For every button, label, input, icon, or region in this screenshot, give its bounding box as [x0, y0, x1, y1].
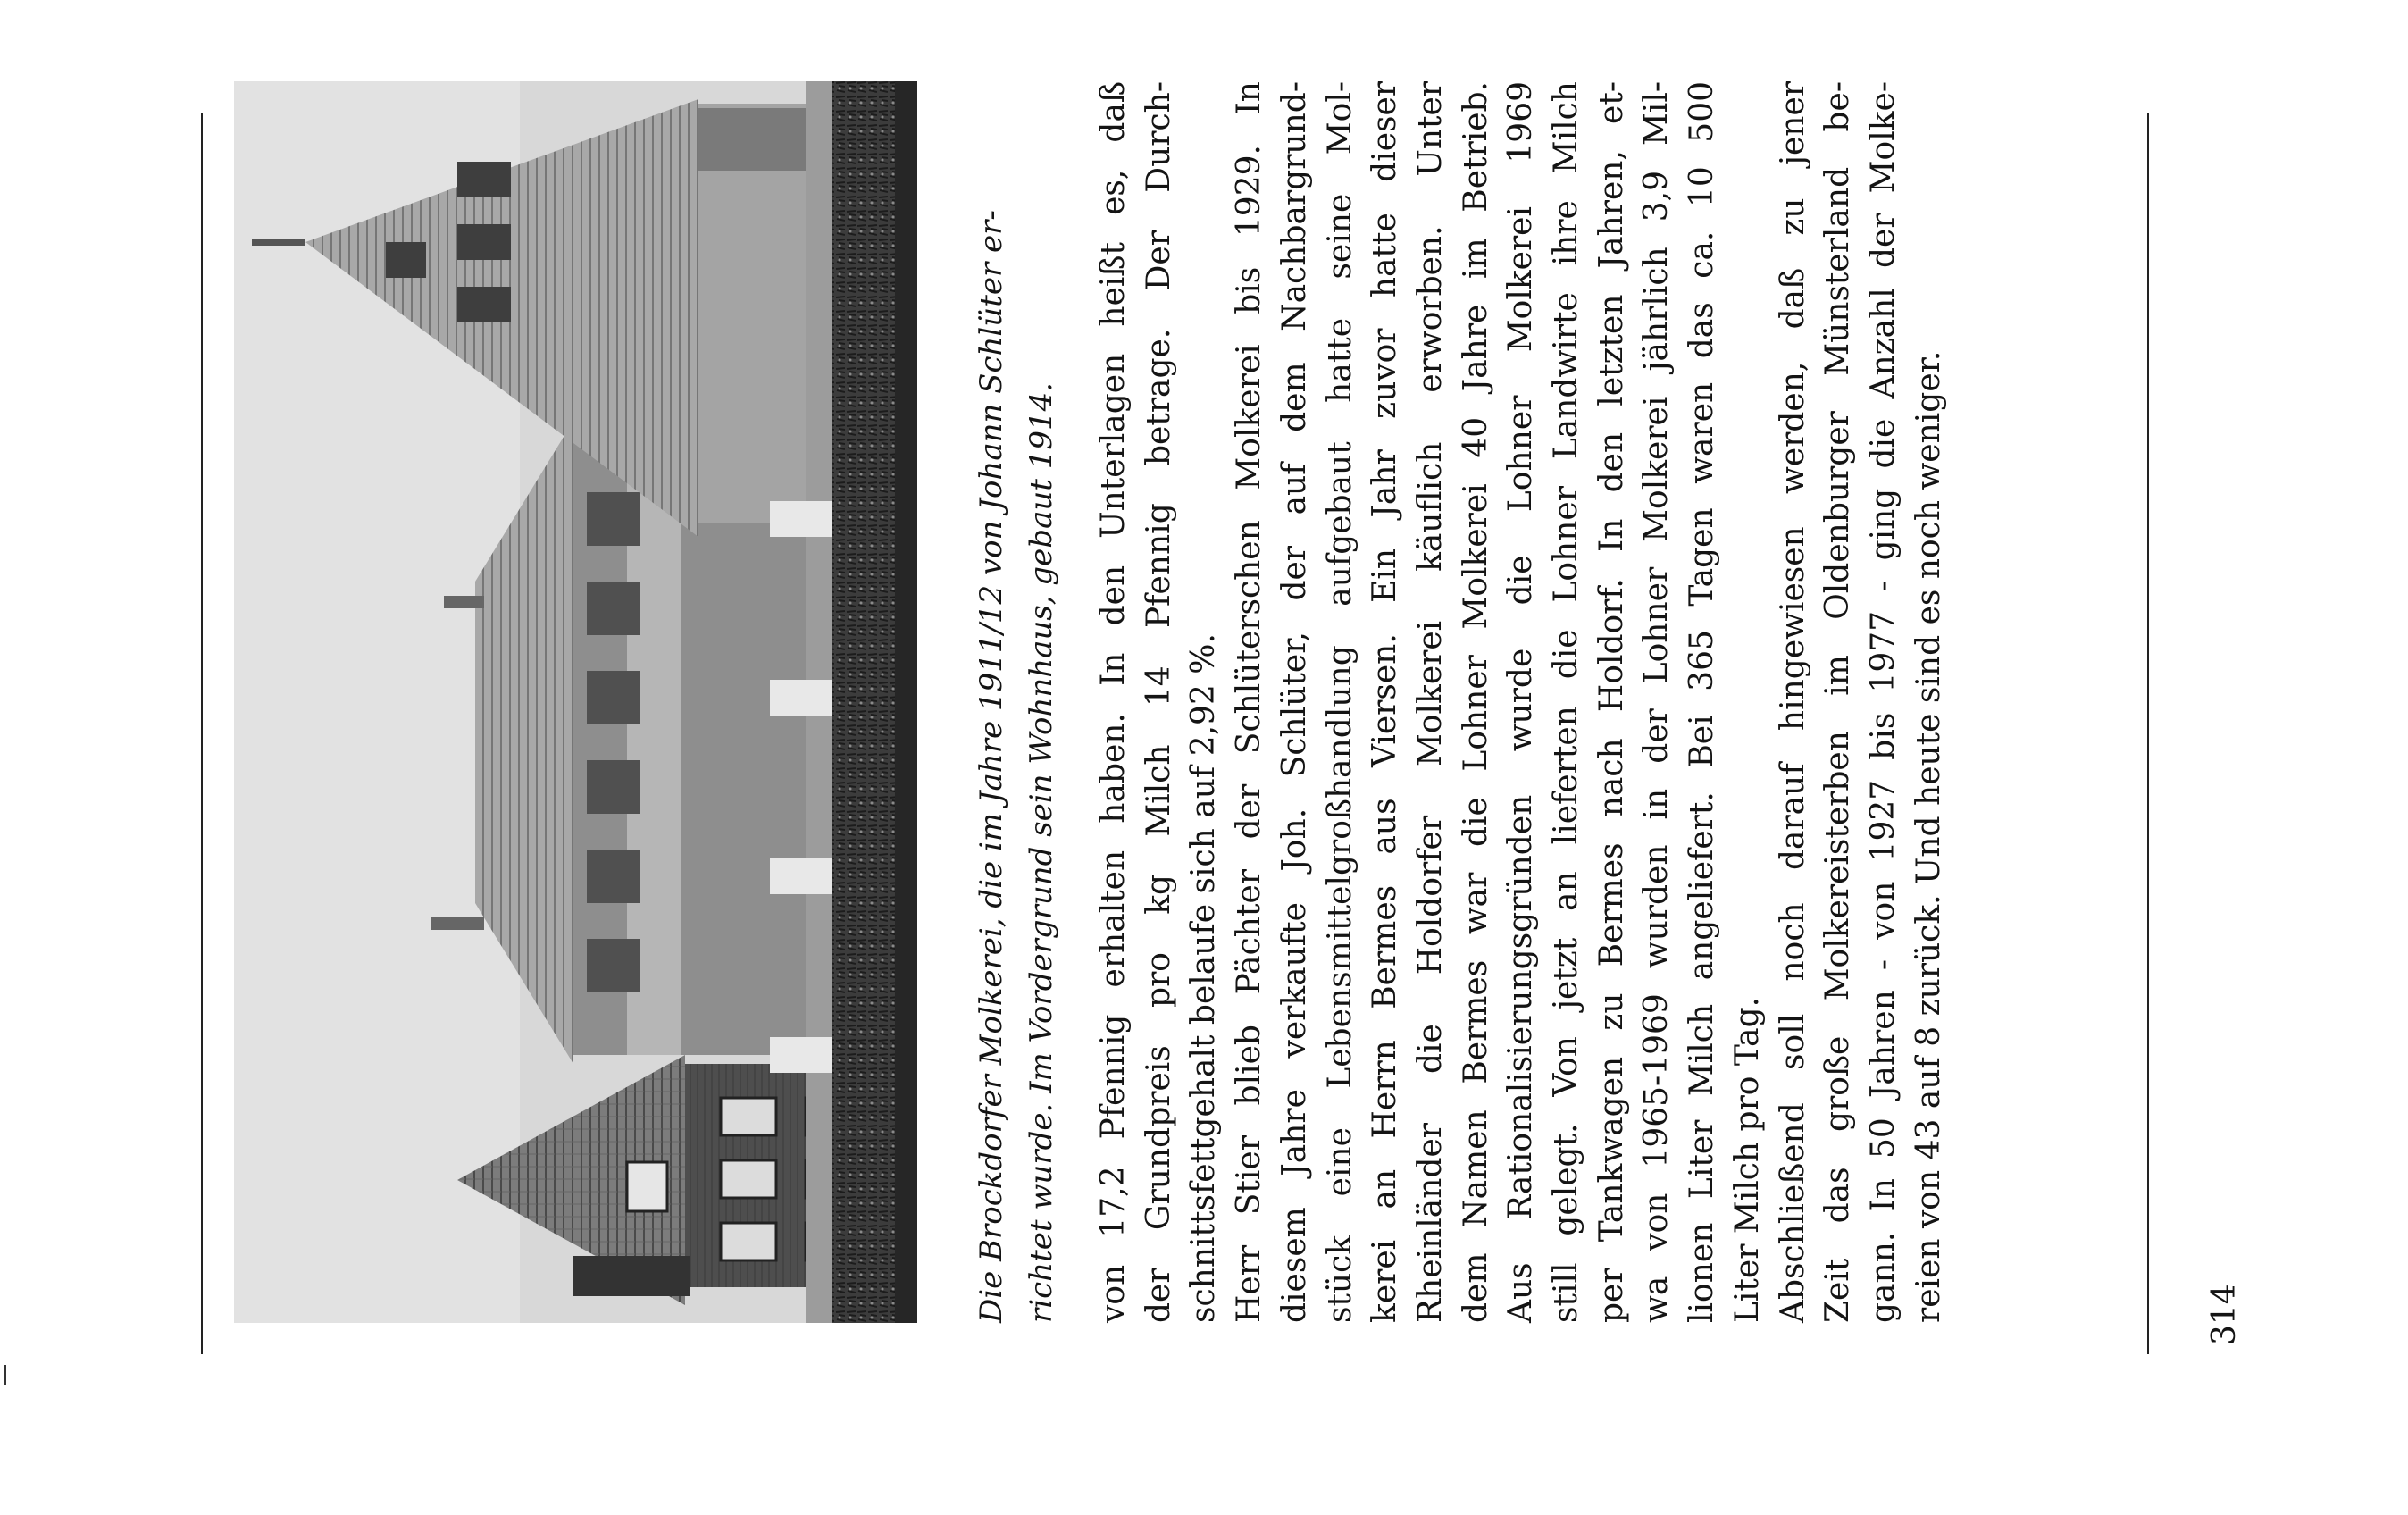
text-line: schnittsfettgehalt belaufe sich auf 2,92 %. — [1185, 633, 1223, 1323]
photo-caption — [966, 81, 1066, 1323]
text-line: gann. In 50 Jahren - von 1927 bis 1977 - ging die Anzahl der Molke- — [1864, 81, 1902, 1323]
text-line: per Tankwagen zu Bermes nach Holdorf. In den letzten Jahren, et- — [1593, 81, 1630, 1323]
text-line: von 17,2 Pfennig erhalten haben. In den Unterlagen heißt es, daß — [1095, 81, 1132, 1323]
scan-margin-mark — [4, 1365, 6, 1385]
text-line: Zeit das große Molkereisterben im Oldenburger Münsterland be- — [1819, 81, 1857, 1323]
text-line: kerei an Herrn Bermes aus Viersen. Ein Jahr zuvor hatte dieser — [1367, 81, 1404, 1323]
text-line: der Grundpreis pro kg Milch 14 Pfennig betrage. Der Durch- — [1140, 81, 1177, 1323]
caption-line-2: richtet wurde. Im Vordergrund sein Wohnhaus, gebaut 1914. — [1024, 381, 1059, 1323]
top-rule — [201, 113, 203, 1354]
text-line: dem Namen Bermes war die Lohner Molkerei 40 Jahre im Betrieb. — [1457, 81, 1494, 1323]
text-line: still gelegt. Von jetzt an lieferten die Lohner Landwirte ihre Milch — [1548, 81, 1585, 1323]
text-line: lionen Liter Milch angeliefert. Bei 365 Tagen waren das ca. 10 500 — [1684, 81, 1721, 1323]
bottom-rule — [2147, 113, 2149, 1354]
dairy-photograph — [234, 81, 917, 1323]
text-line: Aus Rationalisierungsgründen wurde die Lohner Molkerei 1969 — [1502, 81, 1540, 1323]
text-line: reien von 43 auf 8 zurück. Und heute sind es noch weniger. — [1910, 350, 1947, 1323]
text-line: Liter Milch pro Tag. — [1728, 996, 1766, 1323]
text-line: Abschließend soll noch darauf hingewiesen werden, daß zu jener — [1774, 81, 1811, 1323]
caption-line-1: Die Brockdorfer Molkerei, die im Jahre 1911/12 von Johann Schlüter er- — [974, 210, 1009, 1323]
page-number: 314 — [2206, 1284, 2243, 1345]
text-line: Rheinländer die Holdorfer Molkerei käuflich erworben. Unter — [1411, 81, 1449, 1323]
text-line: stück eine Lebensmittelgroßhandlung aufgebaut hatte seine Mol- — [1321, 81, 1359, 1323]
body-text — [1091, 81, 1952, 1323]
text-line: Herr Stier blieb Pächter der Schlüterschen Molkerei bis 1929. In — [1231, 81, 1268, 1323]
text-line: wa von 1965-1969 wurden in der Lohner Molkerei jährlich 3,9 Mil- — [1638, 81, 1676, 1323]
text-line: diesem Jahre verkaufte Joh. Schlüter, der auf dem Nachbargrund- — [1275, 81, 1313, 1323]
